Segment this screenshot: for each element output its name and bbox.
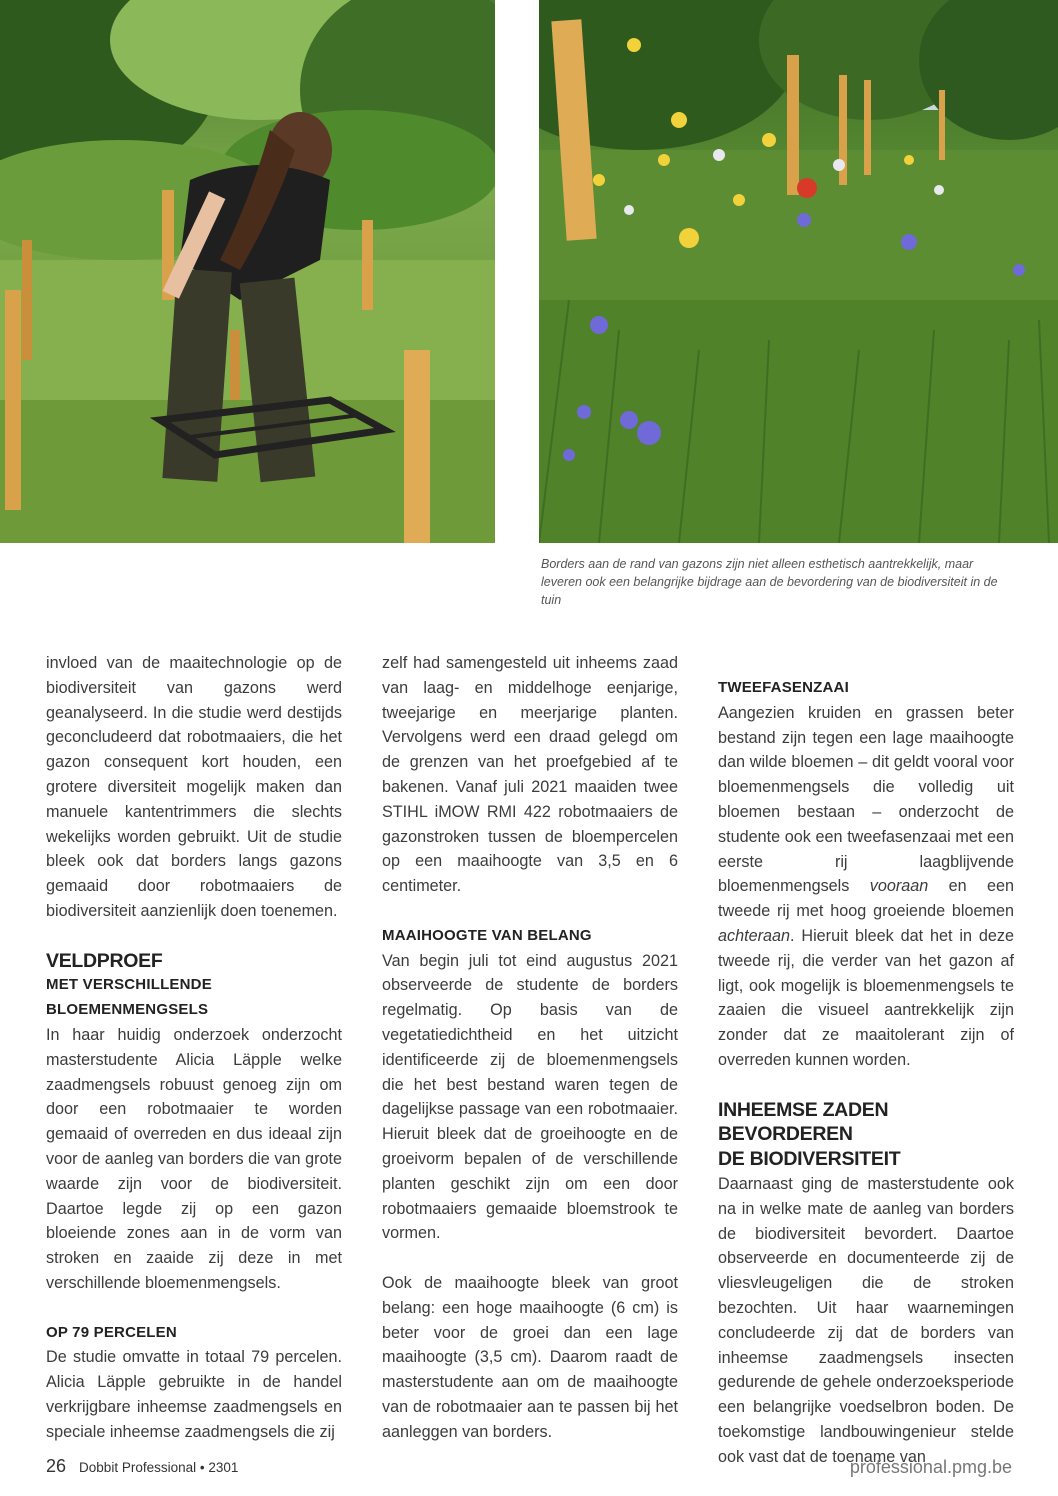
website-link[interactable]: professional.pmg.be [849, 1457, 1012, 1477]
emphasis-vooraan: vooraan [869, 877, 929, 896]
paragraph: In haar huidig onderzoek onderzocht masterstudente Alicia Läpple welke zaadmengsels robuust genoeg zijn om door een robotmaaier te worden gemaaid of overreden en dus ideaal zijn voor de aanleg van borders die van grote waarde zijn voor de biodiversiteit. Daartoe legde zij op een gazon bloeiende zones aan in de vorm van stroken en zaaide zij deze in met verschillende bloemenmengsels. [46, 1025, 342, 1292]
photo-flower-border [539, 0, 1058, 543]
paragraph: invloed van de maaitechnologie op de biodiversiteit van gazons werd geanalyseerd. In die studie werd destijds geconcludeerd dat robotmaaiers, die het gazon consequent kort houden, een grotere diversiteit mogelijk maken dan manuele kantentrimmers die slechts wekelijks worden gebruikt. Uit de studie bleek ook dat borders langs gazons gemaaid door robotmaaiers de biodiversiteit aanzienlijk doen toenemen. [46, 654, 342, 920]
paragraph: De studie omvatte in totaal 79 percelen. Alicia Läpple gebruikte in de handel verkrijgbare inheemse zaadmengsels en speciale inheemse zaadmengsels die zij [46, 1348, 342, 1441]
photo-student-measuring [0, 0, 495, 543]
heading-inheemse-line-1: INHEEMSE ZADEN BEVORDEREN [718, 1098, 889, 1146]
text-run: en een tweede rij met hoog groeiende bloemen [718, 877, 1014, 921]
paragraph [718, 701, 1014, 1073]
text-column-2 [382, 651, 678, 1445]
paragraph: zelf had samengesteld uit inheems zaad van laag- en middelhoge eenjarige, tweejarige en meerjarige planten. Vervolgens werd een draad gelegd om de grenzen van het proefgebied af te bakenen. Vanaf juli 2021 maaiden twee STIHL iMOW RMI 422 robotmaaiers de gazonstroken tussen de bloempercelen op een maaihoogte van 3,5 en 6 centimeter. [382, 654, 678, 896]
heading-tweefasenzaai: TWEEFASENZAAI [718, 679, 849, 696]
text-run: . Hieruit bleek dat het in deze tweede rij, die verder van het gazon af ligt, ook mogelijk is bloemenmengsels te zaaien die visueel aantrekkelijk zijn zonder dat ze maaitolerant zijn of overreden kunnen worden. [718, 926, 1014, 1069]
subheading-line-1: MET VERSCHILLENDE [46, 976, 212, 994]
paragraph: Daarnaast ging de masterstudente ook na in welke mate de aanleg van borders de biodiversiteit bevordert. Daartoe observeerde en documenteerde zij de vliesvleugeligen die de stroken bezochten. Uit haar waarnemingen concludeerde zij dat de borders van inheemse zaadmengsels insecten gedurende de gehele onderzoeksperiode een belangrijke voedselbron boden. De toekomstige landbouwingenieur stelde ook vast dat de toename van [718, 1174, 1014, 1466]
photo-caption: Borders aan de rand van gazons zijn niet alleen esthetisch aantrekkelijk, maar leveren ook een belangrijke bijdrage aan de bevordering van de biodiversiteit in de tuin [541, 557, 998, 607]
photo-student-measuring-icon [0, 0, 495, 543]
subheading-line-2: BLOEMENMENGSELS [46, 1001, 209, 1019]
text-run: Aangezien kruiden en grassen beter bestand zijn tegen een lage maaihoogte dan wilde bloemen – dit geldt vooral voor bloemenmengsels die volledig uit bloemen bestaan – onderzocht de studente ook een tweefasenzaai met een eerste rij laagblijvende bloemenmengsels [718, 703, 1014, 896]
footer-left [46, 1456, 238, 1477]
text-column-1 [46, 651, 342, 1445]
heading-percelen: OP 79 PERCELEN [46, 1323, 177, 1341]
page-number: 26 [46, 1456, 67, 1476]
heading-veldproef: VELDPROEF [46, 949, 163, 972]
emphasis-achteraan: achteraan [718, 926, 790, 945]
heading-inheemse-line-2: DE BIODIVERSITEIT [718, 1148, 901, 1171]
text-column-3 [718, 676, 1014, 1470]
paragraph: Ook de maaihoogte bleek van groot belang: een hoge maaihoogte (6 cm) is beter voor de groei dan een lage maaihoogte (3,5 cm). Daarom raadt de masterstudente aan om de maaihoogte van de robotmaaier aan te passen bij het aanleggen van borders. [382, 1273, 678, 1441]
heading-maaihoogte: MAAIHOOGTE VAN BELANG [382, 926, 592, 944]
paragraph: Van begin juli tot eind augustus 2021 observeerde de studente de borders regelmatig. Op basis van de vegetatiedichtheid en het uitzicht identificeerde zij de bloemenmengsels die het best bestand waren tegen de dagelijkse passage van een robotmaaier. Hieruit bleek dat de groeihoogte en de groeivorm bepalen of de verschillende planten geschikt zijn om een door robotmaaiers gemaaide bloemstrook te vormen. [382, 951, 678, 1243]
publication-name: Dobbit Professional • 2301 [79, 1460, 239, 1475]
photo-flower-border-icon [539, 0, 1058, 543]
